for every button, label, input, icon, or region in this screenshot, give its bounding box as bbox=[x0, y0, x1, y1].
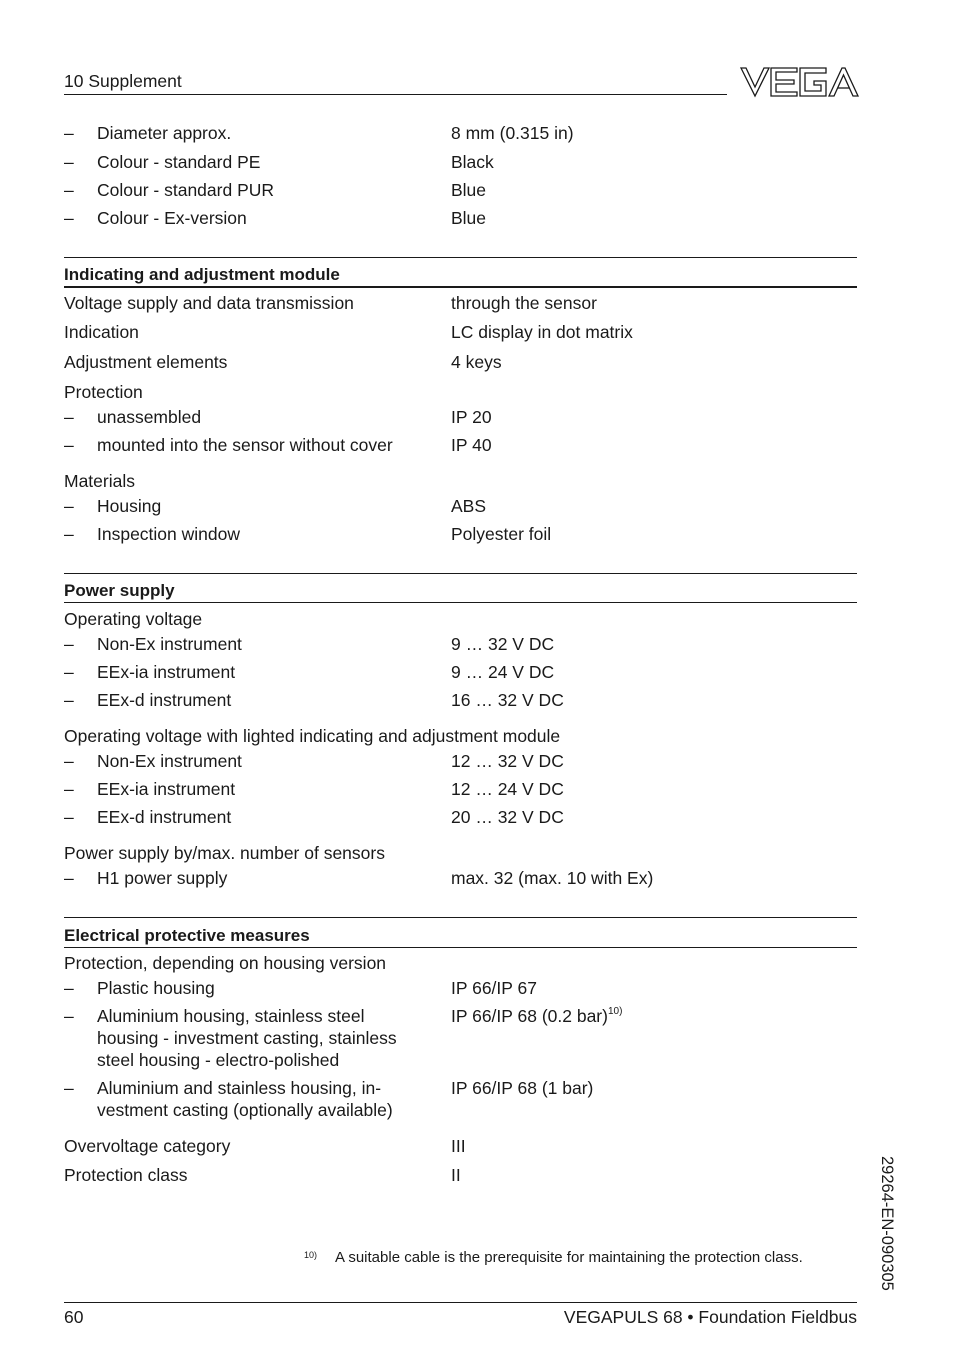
protection-housing-label: Protection, depending on housing version bbox=[64, 953, 387, 973]
alu-stainless-value: IP 66/IP 68 (1 bar) bbox=[451, 1078, 594, 1098]
adjustment-elements-label: Adjustment elements bbox=[64, 352, 228, 372]
lit-nonex-label: Non-Ex instrument bbox=[97, 751, 242, 771]
list-dash: – bbox=[64, 123, 74, 143]
alu-stainless-label-line2: vestment casting (optionally available) bbox=[97, 1100, 393, 1120]
cable-colour-pur-value: Blue bbox=[451, 180, 487, 200]
footnote-text: A suitable cable is the prerequisite for maintaining the protection class. bbox=[335, 1249, 803, 1266]
list-dash: – bbox=[64, 662, 74, 682]
footnote-ref: 10) bbox=[607, 1006, 623, 1017]
section-rule-top bbox=[64, 257, 857, 258]
power-section-title: Power supply bbox=[64, 581, 175, 600]
protection-unassembled-value: IP 20 bbox=[451, 407, 492, 427]
list-dash: – bbox=[64, 978, 74, 998]
section-rule-bottom bbox=[64, 602, 857, 603]
alu-stainless-label-line1: Aluminium and stainless housing, in- bbox=[97, 1078, 382, 1098]
op-eexd-label: EEx-d instrument bbox=[97, 690, 232, 710]
lit-eexia-value: 12 … 24 V DC bbox=[451, 779, 564, 799]
plastic-housing-value: IP 66/IP 67 bbox=[451, 978, 537, 998]
alu-housing-label-line1: Aluminium housing, stainless steel bbox=[97, 1006, 365, 1026]
operating-voltage-label: Operating voltage bbox=[64, 609, 203, 629]
list-dash: – bbox=[64, 152, 74, 172]
indication-value: LC display in dot matrix bbox=[451, 322, 633, 342]
voltage-supply-value: through the sensor bbox=[451, 293, 597, 313]
list-dash: – bbox=[64, 634, 74, 654]
section-rule-bottom bbox=[64, 947, 857, 948]
indication-label: Indication bbox=[64, 322, 139, 342]
list-dash: – bbox=[64, 524, 74, 544]
document-code-text: 29264-EN-090305 bbox=[878, 1156, 896, 1291]
cable-colour-ex-value: Blue bbox=[451, 208, 487, 228]
materials-housing-value: ABS bbox=[451, 496, 487, 516]
protection-label: Protection bbox=[64, 382, 143, 402]
section-rule-bottom bbox=[64, 286, 857, 288]
materials-window-value: Polyester foil bbox=[451, 524, 552, 544]
adjustment-elements-value: 4 keys bbox=[451, 352, 502, 372]
logo-text: VEGA bbox=[799, 106, 802, 107]
product-name: VEGAPULS 68 • Foundation Fieldbus bbox=[563, 1307, 857, 1327]
cable-colour-ex-label: Colour - Ex-version bbox=[97, 208, 247, 228]
lit-eexd-label: EEx-d instrument bbox=[97, 807, 232, 827]
footer-rule bbox=[64, 1302, 857, 1303]
sensors-label: Power supply by/max. number of sensors bbox=[64, 843, 385, 863]
alu-housing-value-text: IP 66/IP 68 (0.2 bar) bbox=[451, 1006, 608, 1026]
alu-housing-label-line3: steel housing - electro-polished bbox=[97, 1050, 340, 1070]
op-nonex-label: Non-Ex instrument bbox=[97, 634, 242, 654]
alu-housing-label-line2: housing - investment casting, stainless bbox=[97, 1028, 397, 1048]
materials-window-label: Inspection window bbox=[97, 524, 240, 544]
cable-colour-pur-label: Colour - standard PUR bbox=[97, 180, 275, 200]
protection-class-label: Protection class bbox=[64, 1165, 188, 1185]
page-number: 60 bbox=[64, 1307, 84, 1327]
footnote-mark: 10) bbox=[304, 1250, 318, 1260]
list-dash: – bbox=[64, 751, 74, 771]
list-dash: – bbox=[64, 407, 74, 427]
h1-supply-value: max. 32 (max. 10 with Ex) bbox=[451, 868, 654, 888]
op-eexia-value: 9 … 24 V DC bbox=[451, 662, 555, 682]
plastic-housing-label: Plastic housing bbox=[97, 978, 215, 998]
protection-mounted-value: IP 40 bbox=[451, 435, 492, 455]
indicating-section-title: Indicating and adjustment module bbox=[64, 265, 340, 284]
section-heading: 10 Supplement bbox=[64, 71, 182, 91]
list-dash: – bbox=[64, 1006, 74, 1026]
protection-mounted-label: mounted into the sensor without cover bbox=[97, 435, 393, 455]
document-code bbox=[878, 1156, 898, 1306]
list-dash: – bbox=[64, 180, 74, 200]
list-dash: – bbox=[64, 208, 74, 228]
op-eexia-label: EEx-ia instrument bbox=[97, 662, 236, 682]
overvoltage-label: Overvoltage category bbox=[64, 1136, 231, 1156]
alu-housing-value bbox=[451, 1008, 622, 1026]
section-rule-top bbox=[64, 573, 857, 574]
materials-housing-label: Housing bbox=[97, 496, 162, 516]
electrical-section-title: Electrical protective measures bbox=[64, 926, 310, 945]
lighted-voltage-label: Operating voltage with lighted indicating and adjustment module bbox=[64, 726, 561, 746]
list-dash: – bbox=[64, 435, 74, 455]
list-dash: – bbox=[64, 779, 74, 799]
voltage-supply-label: Voltage supply and data transmission bbox=[64, 293, 354, 313]
overvoltage-value: III bbox=[451, 1136, 466, 1156]
cable-diameter-value: 8 mm (0.315 in) bbox=[451, 123, 574, 143]
lit-nonex-value: 12 … 32 V DC bbox=[451, 751, 564, 771]
op-eexd-value: 16 … 32 V DC bbox=[451, 690, 564, 710]
list-dash: – bbox=[64, 690, 74, 710]
list-dash: – bbox=[64, 496, 74, 516]
list-dash: – bbox=[64, 807, 74, 827]
header-rule bbox=[64, 94, 727, 95]
list-dash: – bbox=[64, 868, 74, 888]
vega-logo bbox=[740, 66, 858, 107]
protection-class-value: II bbox=[451, 1165, 461, 1185]
list-dash: – bbox=[64, 1078, 74, 1098]
lit-eexia-label: EEx-ia instrument bbox=[97, 779, 236, 799]
cable-colour-pe-value: Black bbox=[451, 152, 494, 172]
lit-eexd-value: 20 … 32 V DC bbox=[451, 807, 564, 827]
cable-diameter-label: Diameter approx. bbox=[97, 123, 232, 143]
op-nonex-value: 9 … 32 V DC bbox=[451, 634, 555, 654]
h1-supply-label: H1 power supply bbox=[97, 868, 228, 888]
materials-label: Materials bbox=[64, 471, 135, 491]
protection-unassembled-label: unassembled bbox=[97, 407, 202, 427]
cable-colour-pe-label: Colour - standard PE bbox=[97, 152, 261, 172]
section-rule-top bbox=[64, 917, 857, 918]
